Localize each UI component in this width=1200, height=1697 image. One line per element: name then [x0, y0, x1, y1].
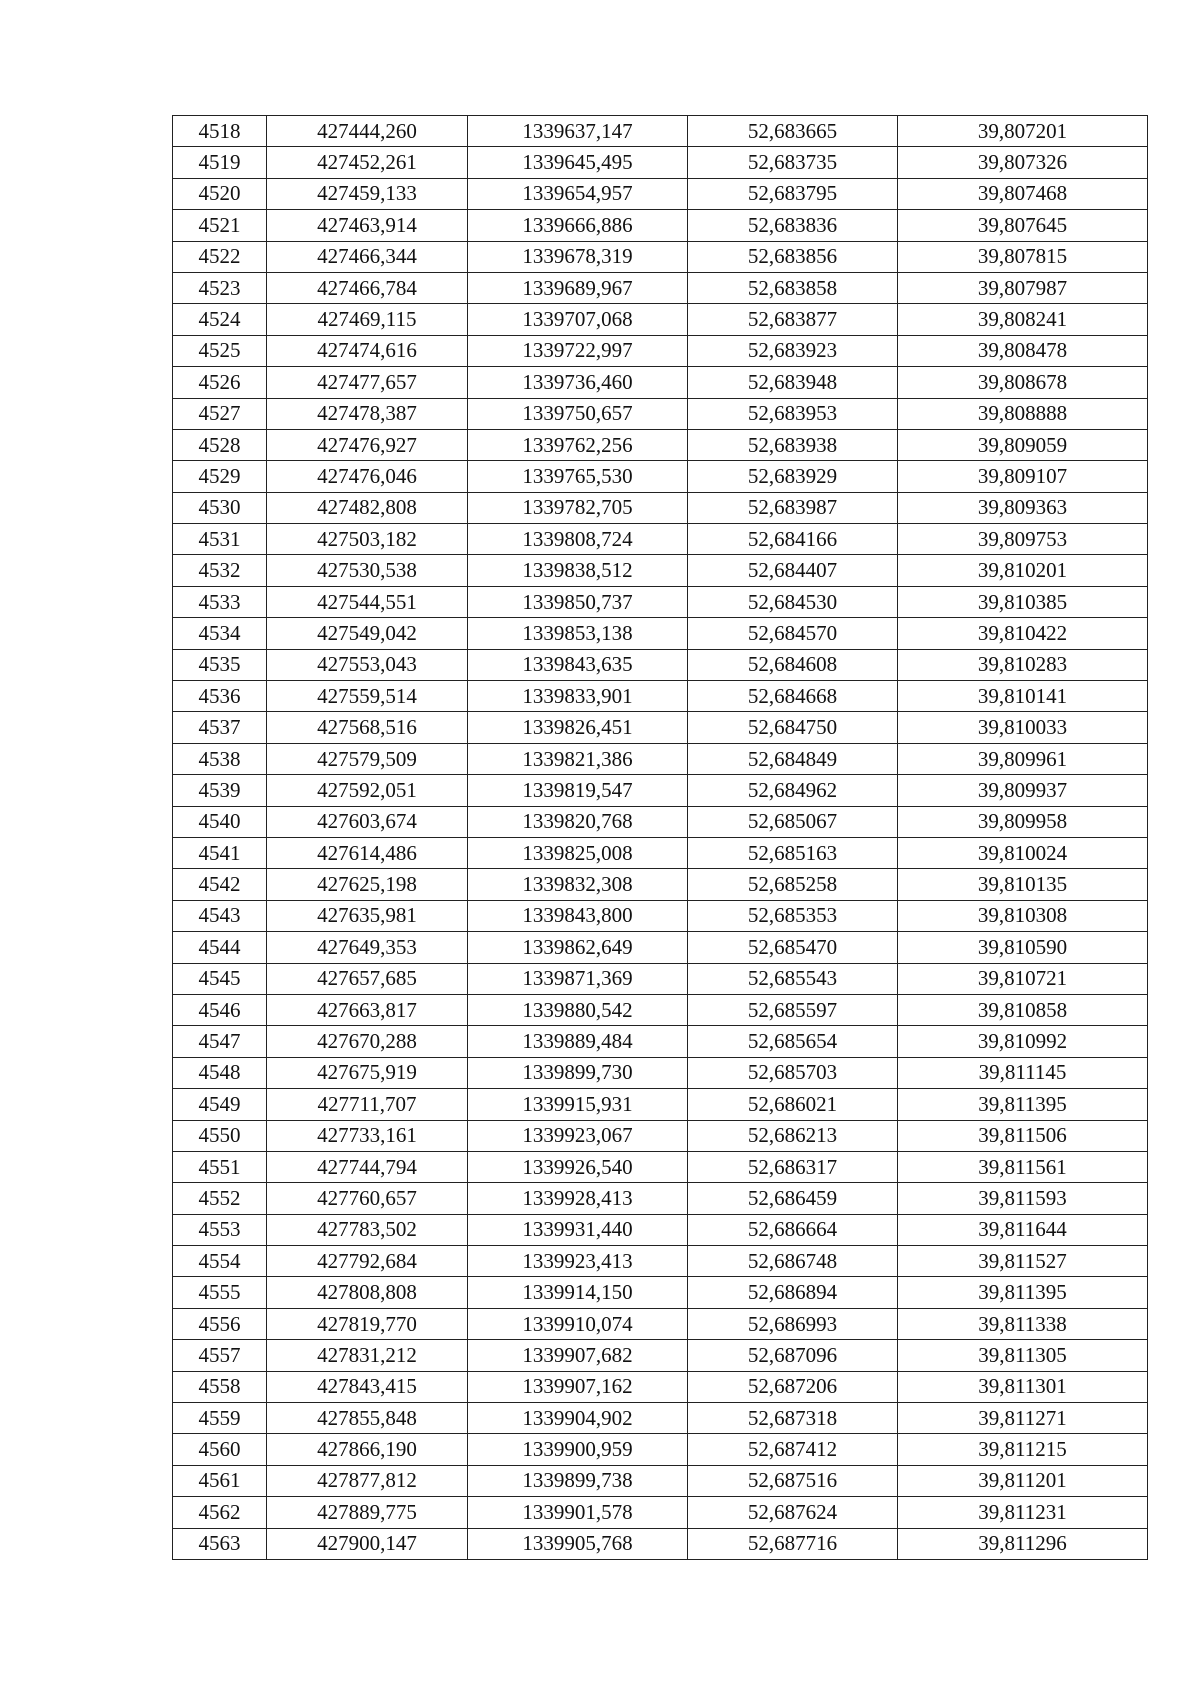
latitude-cell: 52,684849 — [688, 743, 898, 774]
table-row — [173, 524, 1148, 555]
x-coordinate-cell: 427760,657 — [267, 1183, 468, 1214]
longitude-cell: 39,810141 — [898, 681, 1148, 712]
table-row — [173, 367, 1148, 398]
table-row — [173, 335, 1148, 366]
latitude-cell: 52,685597 — [688, 994, 898, 1025]
y-coordinate-cell: 1339926,540 — [468, 1151, 688, 1182]
longitude-cell: 39,809059 — [898, 429, 1148, 460]
point-number-cell: 4557 — [173, 1340, 267, 1371]
latitude-cell: 52,683948 — [688, 367, 898, 398]
table-row — [173, 178, 1148, 209]
y-coordinate-cell: 1339907,682 — [468, 1340, 688, 1371]
y-coordinate-cell: 1339914,150 — [468, 1277, 688, 1308]
latitude-cell: 52,683836 — [688, 210, 898, 241]
latitude-cell: 52,683665 — [688, 116, 898, 147]
longitude-cell: 39,808888 — [898, 398, 1148, 429]
longitude-cell: 39,807326 — [898, 147, 1148, 178]
point-number-cell: 4535 — [173, 649, 267, 680]
table-row — [173, 241, 1148, 272]
longitude-cell: 39,810135 — [898, 869, 1148, 900]
longitude-cell: 39,807468 — [898, 178, 1148, 209]
table-row — [173, 1214, 1148, 1245]
point-number-cell: 4518 — [173, 116, 267, 147]
point-number-cell: 4527 — [173, 398, 267, 429]
y-coordinate-cell: 1339637,147 — [468, 116, 688, 147]
x-coordinate-cell: 427478,387 — [267, 398, 468, 429]
point-number-cell: 4529 — [173, 461, 267, 492]
table-row — [173, 1183, 1148, 1214]
latitude-cell: 52,687412 — [688, 1434, 898, 1465]
table-row — [173, 1089, 1148, 1120]
point-number-cell: 4550 — [173, 1120, 267, 1151]
longitude-cell: 39,810590 — [898, 932, 1148, 963]
point-number-cell: 4525 — [173, 335, 267, 366]
point-number-cell: 4554 — [173, 1246, 267, 1277]
point-number-cell: 4538 — [173, 743, 267, 774]
y-coordinate-cell: 1339901,578 — [468, 1497, 688, 1528]
table-row — [173, 147, 1148, 178]
table-row — [173, 1120, 1148, 1151]
point-number-cell: 4534 — [173, 618, 267, 649]
y-coordinate-cell: 1339821,386 — [468, 743, 688, 774]
longitude-cell: 39,811215 — [898, 1434, 1148, 1465]
point-number-cell: 4537 — [173, 712, 267, 743]
table-row — [173, 618, 1148, 649]
y-coordinate-cell: 1339928,413 — [468, 1183, 688, 1214]
latitude-cell: 52,685543 — [688, 963, 898, 994]
latitude-cell: 52,683858 — [688, 272, 898, 303]
y-coordinate-cell: 1339899,738 — [468, 1465, 688, 1496]
longitude-cell: 39,811527 — [898, 1246, 1148, 1277]
x-coordinate-cell: 427444,260 — [267, 116, 468, 147]
table-row — [173, 272, 1148, 303]
x-coordinate-cell: 427831,212 — [267, 1340, 468, 1371]
point-number-cell: 4562 — [173, 1497, 267, 1528]
y-coordinate-cell: 1339871,369 — [468, 963, 688, 994]
y-coordinate-cell: 1339904,902 — [468, 1403, 688, 1434]
table-row — [173, 586, 1148, 617]
latitude-cell: 52,684407 — [688, 555, 898, 586]
y-coordinate-cell: 1339880,542 — [468, 994, 688, 1025]
latitude-cell: 52,685703 — [688, 1057, 898, 1088]
longitude-cell: 39,811644 — [898, 1214, 1148, 1245]
y-coordinate-cell: 1339889,484 — [468, 1026, 688, 1057]
latitude-cell: 52,683735 — [688, 147, 898, 178]
point-number-cell: 4539 — [173, 775, 267, 806]
y-coordinate-cell: 1339853,138 — [468, 618, 688, 649]
x-coordinate-cell: 427553,043 — [267, 649, 468, 680]
table-row — [173, 492, 1148, 523]
table-row — [173, 775, 1148, 806]
point-number-cell: 4532 — [173, 555, 267, 586]
point-number-cell: 4553 — [173, 1214, 267, 1245]
latitude-cell: 52,686748 — [688, 1246, 898, 1277]
table-row — [173, 461, 1148, 492]
latitude-cell: 52,686993 — [688, 1308, 898, 1339]
table-row — [173, 1371, 1148, 1402]
y-coordinate-cell: 1339750,657 — [468, 398, 688, 429]
y-coordinate-cell: 1339915,931 — [468, 1089, 688, 1120]
longitude-cell: 39,811561 — [898, 1151, 1148, 1182]
longitude-cell: 39,807987 — [898, 272, 1148, 303]
y-coordinate-cell: 1339900,959 — [468, 1434, 688, 1465]
table-row — [173, 900, 1148, 931]
x-coordinate-cell: 427733,161 — [267, 1120, 468, 1151]
x-coordinate-cell: 427614,486 — [267, 837, 468, 868]
table-row — [173, 1057, 1148, 1088]
y-coordinate-cell: 1339666,886 — [468, 210, 688, 241]
longitude-cell: 39,810033 — [898, 712, 1148, 743]
table-row — [173, 869, 1148, 900]
y-coordinate-cell: 1339899,730 — [468, 1057, 688, 1088]
x-coordinate-cell: 427568,516 — [267, 712, 468, 743]
x-coordinate-cell: 427889,775 — [267, 1497, 468, 1528]
latitude-cell: 52,686459 — [688, 1183, 898, 1214]
longitude-cell: 39,811593 — [898, 1183, 1148, 1214]
point-number-cell: 4520 — [173, 178, 267, 209]
latitude-cell: 52,687716 — [688, 1528, 898, 1559]
latitude-cell: 52,684962 — [688, 775, 898, 806]
y-coordinate-cell: 1339820,768 — [468, 806, 688, 837]
point-number-cell: 4541 — [173, 837, 267, 868]
longitude-cell: 39,811145 — [898, 1057, 1148, 1088]
table-row — [173, 1497, 1148, 1528]
y-coordinate-cell: 1339907,162 — [468, 1371, 688, 1402]
y-coordinate-cell: 1339765,530 — [468, 461, 688, 492]
y-coordinate-cell: 1339905,768 — [468, 1528, 688, 1559]
point-number-cell: 4536 — [173, 681, 267, 712]
x-coordinate-cell: 427549,042 — [267, 618, 468, 649]
latitude-cell: 52,683929 — [688, 461, 898, 492]
point-number-cell: 4551 — [173, 1151, 267, 1182]
longitude-cell: 39,810992 — [898, 1026, 1148, 1057]
latitude-cell: 52,686021 — [688, 1089, 898, 1120]
x-coordinate-cell: 427466,344 — [267, 241, 468, 272]
y-coordinate-cell: 1339808,724 — [468, 524, 688, 555]
longitude-cell: 39,808678 — [898, 367, 1148, 398]
latitude-cell: 52,686317 — [688, 1151, 898, 1182]
x-coordinate-cell: 427657,685 — [267, 963, 468, 994]
table-row — [173, 398, 1148, 429]
table-row — [173, 210, 1148, 241]
y-coordinate-cell: 1339645,495 — [468, 147, 688, 178]
point-number-cell: 4556 — [173, 1308, 267, 1339]
x-coordinate-cell: 427477,657 — [267, 367, 468, 398]
longitude-cell: 39,810385 — [898, 586, 1148, 617]
longitude-cell: 39,809937 — [898, 775, 1148, 806]
point-number-cell: 4524 — [173, 304, 267, 335]
table-row — [173, 963, 1148, 994]
point-number-cell: 4555 — [173, 1277, 267, 1308]
point-number-cell: 4552 — [173, 1183, 267, 1214]
latitude-cell: 52,687624 — [688, 1497, 898, 1528]
longitude-cell: 39,810422 — [898, 618, 1148, 649]
point-number-cell: 4543 — [173, 900, 267, 931]
latitude-cell: 52,687318 — [688, 1403, 898, 1434]
point-number-cell: 4563 — [173, 1528, 267, 1559]
table-row — [173, 116, 1148, 147]
x-coordinate-cell: 427579,509 — [267, 743, 468, 774]
y-coordinate-cell: 1339838,512 — [468, 555, 688, 586]
longitude-cell: 39,811395 — [898, 1277, 1148, 1308]
longitude-cell: 39,810201 — [898, 555, 1148, 586]
x-coordinate-cell: 427819,770 — [267, 1308, 468, 1339]
x-coordinate-cell: 427459,133 — [267, 178, 468, 209]
latitude-cell: 52,685067 — [688, 806, 898, 837]
point-number-cell: 4548 — [173, 1057, 267, 1088]
table-row — [173, 837, 1148, 868]
longitude-cell: 39,811201 — [898, 1465, 1148, 1496]
longitude-cell: 39,807201 — [898, 116, 1148, 147]
x-coordinate-cell: 427603,674 — [267, 806, 468, 837]
x-coordinate-cell: 427463,914 — [267, 210, 468, 241]
latitude-cell: 52,684750 — [688, 712, 898, 743]
x-coordinate-cell: 427476,927 — [267, 429, 468, 460]
point-number-cell: 4540 — [173, 806, 267, 837]
x-coordinate-cell: 427900,147 — [267, 1528, 468, 1559]
latitude-cell: 52,685163 — [688, 837, 898, 868]
table-row — [173, 994, 1148, 1025]
longitude-cell: 39,809107 — [898, 461, 1148, 492]
latitude-cell: 52,684570 — [688, 618, 898, 649]
y-coordinate-cell: 1339736,460 — [468, 367, 688, 398]
table-row — [173, 1403, 1148, 1434]
x-coordinate-cell: 427783,502 — [267, 1214, 468, 1245]
point-number-cell: 4533 — [173, 586, 267, 617]
table-row — [173, 1340, 1148, 1371]
x-coordinate-cell: 427663,817 — [267, 994, 468, 1025]
x-coordinate-cell: 427744,794 — [267, 1151, 468, 1182]
x-coordinate-cell: 427559,514 — [267, 681, 468, 712]
latitude-cell: 52,685353 — [688, 900, 898, 931]
table-row — [173, 1277, 1148, 1308]
point-number-cell: 4531 — [173, 524, 267, 555]
latitude-cell: 52,683987 — [688, 492, 898, 523]
table-row — [173, 429, 1148, 460]
table-row — [173, 806, 1148, 837]
table-row — [173, 304, 1148, 335]
y-coordinate-cell: 1339843,635 — [468, 649, 688, 680]
longitude-cell: 39,809958 — [898, 806, 1148, 837]
y-coordinate-cell: 1339931,440 — [468, 1214, 688, 1245]
y-coordinate-cell: 1339722,997 — [468, 335, 688, 366]
table-row — [173, 1308, 1148, 1339]
latitude-cell: 52,684166 — [688, 524, 898, 555]
latitude-cell: 52,685470 — [688, 932, 898, 963]
longitude-cell: 39,810283 — [898, 649, 1148, 680]
longitude-cell: 39,810024 — [898, 837, 1148, 868]
point-number-cell: 4521 — [173, 210, 267, 241]
longitude-cell: 39,809753 — [898, 524, 1148, 555]
y-coordinate-cell: 1339862,649 — [468, 932, 688, 963]
y-coordinate-cell: 1339762,256 — [468, 429, 688, 460]
point-number-cell: 4560 — [173, 1434, 267, 1465]
table-row — [173, 1246, 1148, 1277]
latitude-cell: 52,683795 — [688, 178, 898, 209]
longitude-cell: 39,809363 — [898, 492, 1148, 523]
y-coordinate-cell: 1339678,319 — [468, 241, 688, 272]
y-coordinate-cell: 1339819,547 — [468, 775, 688, 806]
table-row — [173, 1434, 1148, 1465]
y-coordinate-cell: 1339689,967 — [468, 272, 688, 303]
y-coordinate-cell: 1339707,068 — [468, 304, 688, 335]
table-row — [173, 712, 1148, 743]
latitude-cell: 52,683953 — [688, 398, 898, 429]
x-coordinate-cell: 427474,616 — [267, 335, 468, 366]
y-coordinate-cell: 1339832,308 — [468, 869, 688, 900]
point-number-cell: 4545 — [173, 963, 267, 994]
point-number-cell: 4547 — [173, 1026, 267, 1057]
x-coordinate-cell: 427843,415 — [267, 1371, 468, 1402]
x-coordinate-cell: 427670,288 — [267, 1026, 468, 1057]
x-coordinate-cell: 427530,538 — [267, 555, 468, 586]
point-number-cell: 4559 — [173, 1403, 267, 1434]
x-coordinate-cell: 427476,046 — [267, 461, 468, 492]
point-number-cell: 4523 — [173, 272, 267, 303]
y-coordinate-cell: 1339826,451 — [468, 712, 688, 743]
point-number-cell: 4558 — [173, 1371, 267, 1402]
coordinates-table — [172, 115, 1148, 1560]
x-coordinate-cell: 427482,808 — [267, 492, 468, 523]
point-number-cell: 4544 — [173, 932, 267, 963]
latitude-cell: 52,687206 — [688, 1371, 898, 1402]
x-coordinate-cell: 427649,353 — [267, 932, 468, 963]
longitude-cell: 39,808478 — [898, 335, 1148, 366]
x-coordinate-cell: 427466,784 — [267, 272, 468, 303]
point-number-cell: 4542 — [173, 869, 267, 900]
table-row — [173, 1465, 1148, 1496]
x-coordinate-cell: 427808,808 — [267, 1277, 468, 1308]
longitude-cell: 39,811296 — [898, 1528, 1148, 1559]
x-coordinate-cell: 427792,684 — [267, 1246, 468, 1277]
longitude-cell: 39,811231 — [898, 1497, 1148, 1528]
latitude-cell: 52,685258 — [688, 869, 898, 900]
x-coordinate-cell: 427711,707 — [267, 1089, 468, 1120]
longitude-cell: 39,810721 — [898, 963, 1148, 994]
point-number-cell: 4530 — [173, 492, 267, 523]
y-coordinate-cell: 1339923,067 — [468, 1120, 688, 1151]
latitude-cell: 52,684608 — [688, 649, 898, 680]
longitude-cell: 39,808241 — [898, 304, 1148, 335]
latitude-cell: 52,686213 — [688, 1120, 898, 1151]
x-coordinate-cell: 427469,115 — [267, 304, 468, 335]
y-coordinate-cell: 1339825,008 — [468, 837, 688, 868]
x-coordinate-cell: 427675,919 — [267, 1057, 468, 1088]
coordinates-table-body — [173, 116, 1148, 1560]
longitude-cell: 39,810858 — [898, 994, 1148, 1025]
x-coordinate-cell: 427877,812 — [267, 1465, 468, 1496]
point-number-cell: 4561 — [173, 1465, 267, 1496]
latitude-cell: 52,687096 — [688, 1340, 898, 1371]
table-row — [173, 932, 1148, 963]
y-coordinate-cell: 1339923,413 — [468, 1246, 688, 1277]
x-coordinate-cell: 427855,848 — [267, 1403, 468, 1434]
y-coordinate-cell: 1339910,074 — [468, 1308, 688, 1339]
x-coordinate-cell: 427625,198 — [267, 869, 468, 900]
longitude-cell: 39,807815 — [898, 241, 1148, 272]
x-coordinate-cell: 427503,182 — [267, 524, 468, 555]
table-row — [173, 649, 1148, 680]
latitude-cell: 52,684668 — [688, 681, 898, 712]
latitude-cell: 52,686664 — [688, 1214, 898, 1245]
x-coordinate-cell: 427592,051 — [267, 775, 468, 806]
longitude-cell: 39,811338 — [898, 1308, 1148, 1339]
point-number-cell: 4546 — [173, 994, 267, 1025]
table-row — [173, 1528, 1148, 1559]
y-coordinate-cell: 1339833,901 — [468, 681, 688, 712]
latitude-cell: 52,683856 — [688, 241, 898, 272]
latitude-cell: 52,687516 — [688, 1465, 898, 1496]
latitude-cell: 52,686894 — [688, 1277, 898, 1308]
longitude-cell: 39,811506 — [898, 1120, 1148, 1151]
table-row — [173, 681, 1148, 712]
table-row — [173, 1151, 1148, 1182]
point-number-cell: 4528 — [173, 429, 267, 460]
y-coordinate-cell: 1339850,737 — [468, 586, 688, 617]
y-coordinate-cell: 1339654,957 — [468, 178, 688, 209]
point-number-cell: 4522 — [173, 241, 267, 272]
longitude-cell: 39,807645 — [898, 210, 1148, 241]
latitude-cell: 52,683938 — [688, 429, 898, 460]
longitude-cell: 39,811301 — [898, 1371, 1148, 1402]
longitude-cell: 39,811305 — [898, 1340, 1148, 1371]
x-coordinate-cell: 427544,551 — [267, 586, 468, 617]
x-coordinate-cell: 427635,981 — [267, 900, 468, 931]
latitude-cell: 52,683923 — [688, 335, 898, 366]
table-row — [173, 743, 1148, 774]
x-coordinate-cell: 427866,190 — [267, 1434, 468, 1465]
x-coordinate-cell: 427452,261 — [267, 147, 468, 178]
point-number-cell: 4549 — [173, 1089, 267, 1120]
point-number-cell: 4519 — [173, 147, 267, 178]
latitude-cell: 52,683877 — [688, 304, 898, 335]
table-row — [173, 555, 1148, 586]
longitude-cell: 39,809961 — [898, 743, 1148, 774]
y-coordinate-cell: 1339782,705 — [468, 492, 688, 523]
latitude-cell: 52,684530 — [688, 586, 898, 617]
y-coordinate-cell: 1339843,800 — [468, 900, 688, 931]
latitude-cell: 52,685654 — [688, 1026, 898, 1057]
table-row — [173, 1026, 1148, 1057]
longitude-cell: 39,811395 — [898, 1089, 1148, 1120]
longitude-cell: 39,810308 — [898, 900, 1148, 931]
point-number-cell: 4526 — [173, 367, 267, 398]
longitude-cell: 39,811271 — [898, 1403, 1148, 1434]
